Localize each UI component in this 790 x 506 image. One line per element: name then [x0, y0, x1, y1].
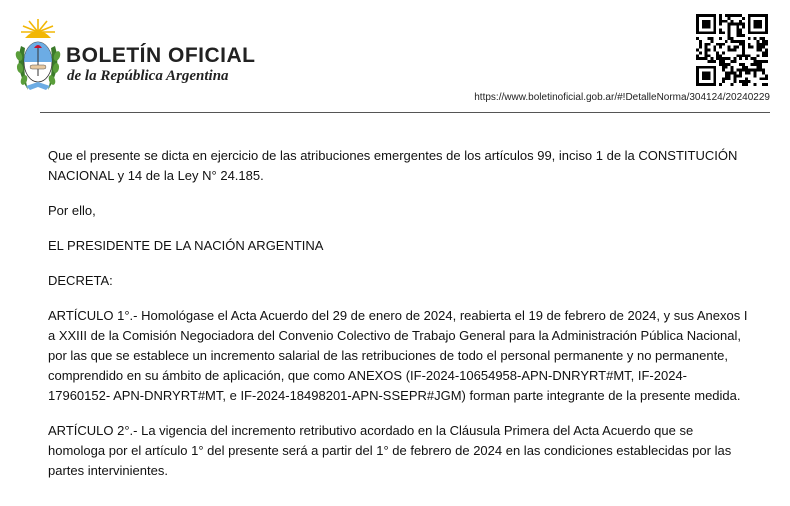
qr-code-icon	[696, 14, 768, 86]
header-divider	[40, 112, 770, 113]
paragraph-considerando: Que el presente se dicta en ejercicio de las atribuciones emergentes de los artículos 99, inciso 1 de la CONSTITUCIÓN NACIONAL y 14 de la Ley N° 24.185.	[48, 148, 738, 183]
paragraph-decreta: DECRETA:	[48, 273, 113, 288]
publication-subtitle: de la República Argentina	[67, 68, 229, 84]
document-header	[0, 0, 790, 112]
argentina-coat-of-arms-icon	[12, 18, 64, 96]
document-body	[48, 146, 748, 496]
paragraph-presidente: EL PRESIDENTE DE LA NACIÓN ARGENTINA	[48, 238, 324, 253]
paragraph-articulo-2: ARTÍCULO 2°.- La vigencia del incremento retributivo acordado en la Cláusula Primera del Acta Acuerdo que se homologa por el artículo 1° del presente será a partir del 1° de febrero de 2024 en las condiciones establecidas por las partes intervinientes.	[48, 423, 732, 478]
publication-title: BOLETÍN OFICIAL	[66, 44, 256, 67]
paragraph-por-ello: Por ello,	[48, 203, 96, 218]
paragraph-articulo-1: ARTÍCULO 1°.- Homológase el Acta Acuerdo del 29 de enero de 2024, reabierta el 19 de febrero de 2024, y sus Anexos I a XXIII de la Comisión Negociadora del Convenio Colectivo de Trabajo General para la Administración Pública Nacional, por las que se establece un incremento salarial de las retribuciones de todo el personal permanente y no permanente, comprendido en su ámbito de aplicación, que como ANEXOS (IF-2024-10654958-APN-DNRYRT#MT, IF-2024-17960152- APN-DNRYRT#MT, e IF-2024-18498201-APN-SSEPR#JGM) forman parte integrante de la presente medida.	[48, 308, 748, 403]
document-url[interactable]: https://www.boletinoficial.gob.ar/#!DetalleNorma/304124/20240229	[474, 92, 770, 103]
